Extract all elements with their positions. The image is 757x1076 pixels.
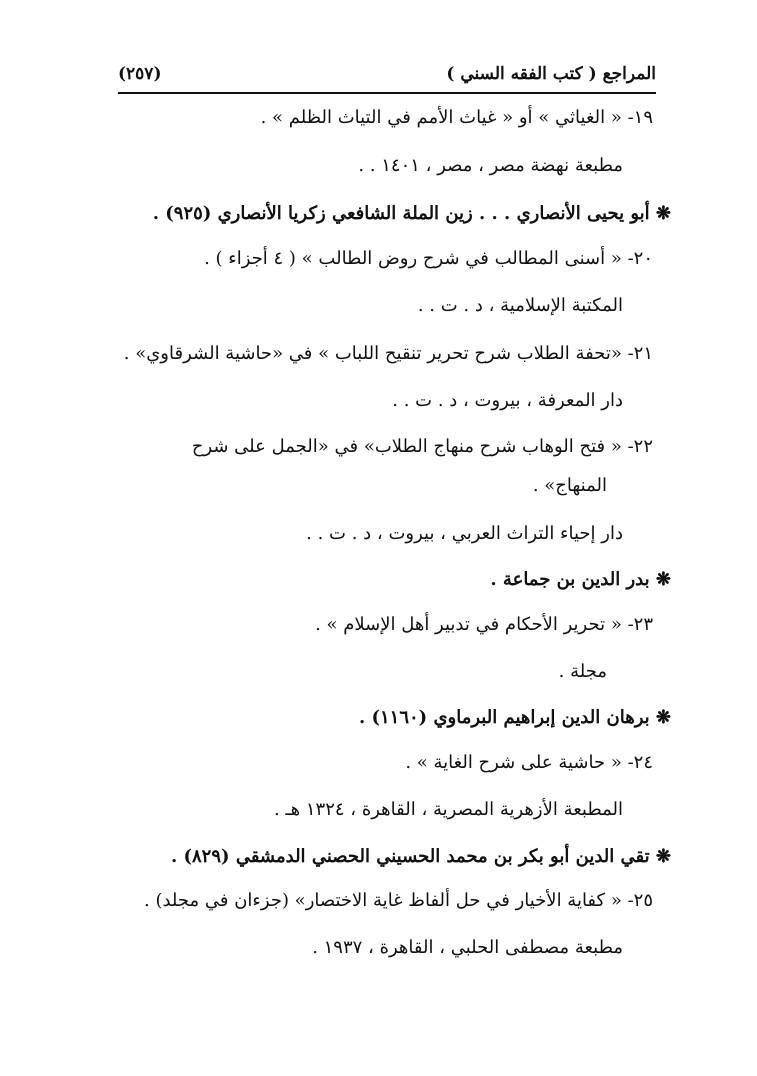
- author-taqi-al-din: ❋ تقي الدين أبو بكر بن محمد الحسيني الحصني الدمشقي (٨٢٩) .: [170, 846, 671, 867]
- entry-25-title: ٢٥- « كفاية الأخيار في حل ألفاظ غاية الاختصار» (جزءان في مجلد) .: [144, 890, 653, 911]
- running-header: [118, 58, 656, 94]
- entry-20-title: ٢٠- « أسنى المطالب في شرح روض الطالب » ( ٤ أجزاء ) .: [204, 248, 653, 269]
- author-badr-al-din: ❋ بدر الدين بن جماعة .: [490, 569, 671, 590]
- entry-24-publisher: المطبعة الأزهرية المصرية ، القاهرة ، ١٣٢٤ هـ .: [273, 799, 623, 820]
- entry-20-publisher: المكتبة الإسلامية ، د . ت . .: [417, 295, 623, 316]
- entry-21-publisher: دار المعرفة ، بيروت ، د . ت . .: [392, 390, 623, 411]
- entry-24-title: ٢٤- « حاشية على شرح الغاية » .: [405, 752, 653, 773]
- entry-21-title: ٢١- «تحفة الطلاب شرح تحرير تنقيح اللباب » في «حاشية الشرقاوي» .: [123, 343, 653, 364]
- page-number: (٢٥٧): [118, 64, 162, 84]
- entry-23-title: ٢٣- « تحرير الأحكام في تدبير أهل الإسلام » .: [315, 614, 653, 635]
- entry-22-title-line1: ٢٢- « فتح الوهاب شرح منهاج الطلاب» في «الجمل على شرح: [191, 436, 653, 457]
- entry-23-publisher: مجلة .: [558, 661, 607, 682]
- entry-25-publisher: مطبعة مصطفى الحلبي ، القاهرة ، ١٩٣٧ .: [312, 937, 623, 958]
- header-title: المراجع ( كتب الفقه السني ): [446, 64, 656, 84]
- author-abu-yahya: ❋ أبو يحيى الأنصاري . . . زين الملة الشافعي زكريا الأنصاري (٩٢٥) .: [152, 203, 671, 224]
- entry-22-title-line2: المنهاج» .: [532, 475, 607, 496]
- entry-22-publisher: دار إحياء التراث العربي ، بيروت ، د . ت . .: [306, 523, 623, 544]
- entry-19-publisher: مطبعة نهضة مصر ، مصر ، ١٤٠١ . .: [358, 155, 623, 176]
- author-burhan-al-din: ❋ برهان الدين إبراهيم البرماوي (١١٦٠) .: [358, 707, 671, 728]
- entry-19-title: ١٩- « الغياثي » أو « غياث الأمم في التياث الظلم » .: [260, 107, 653, 128]
